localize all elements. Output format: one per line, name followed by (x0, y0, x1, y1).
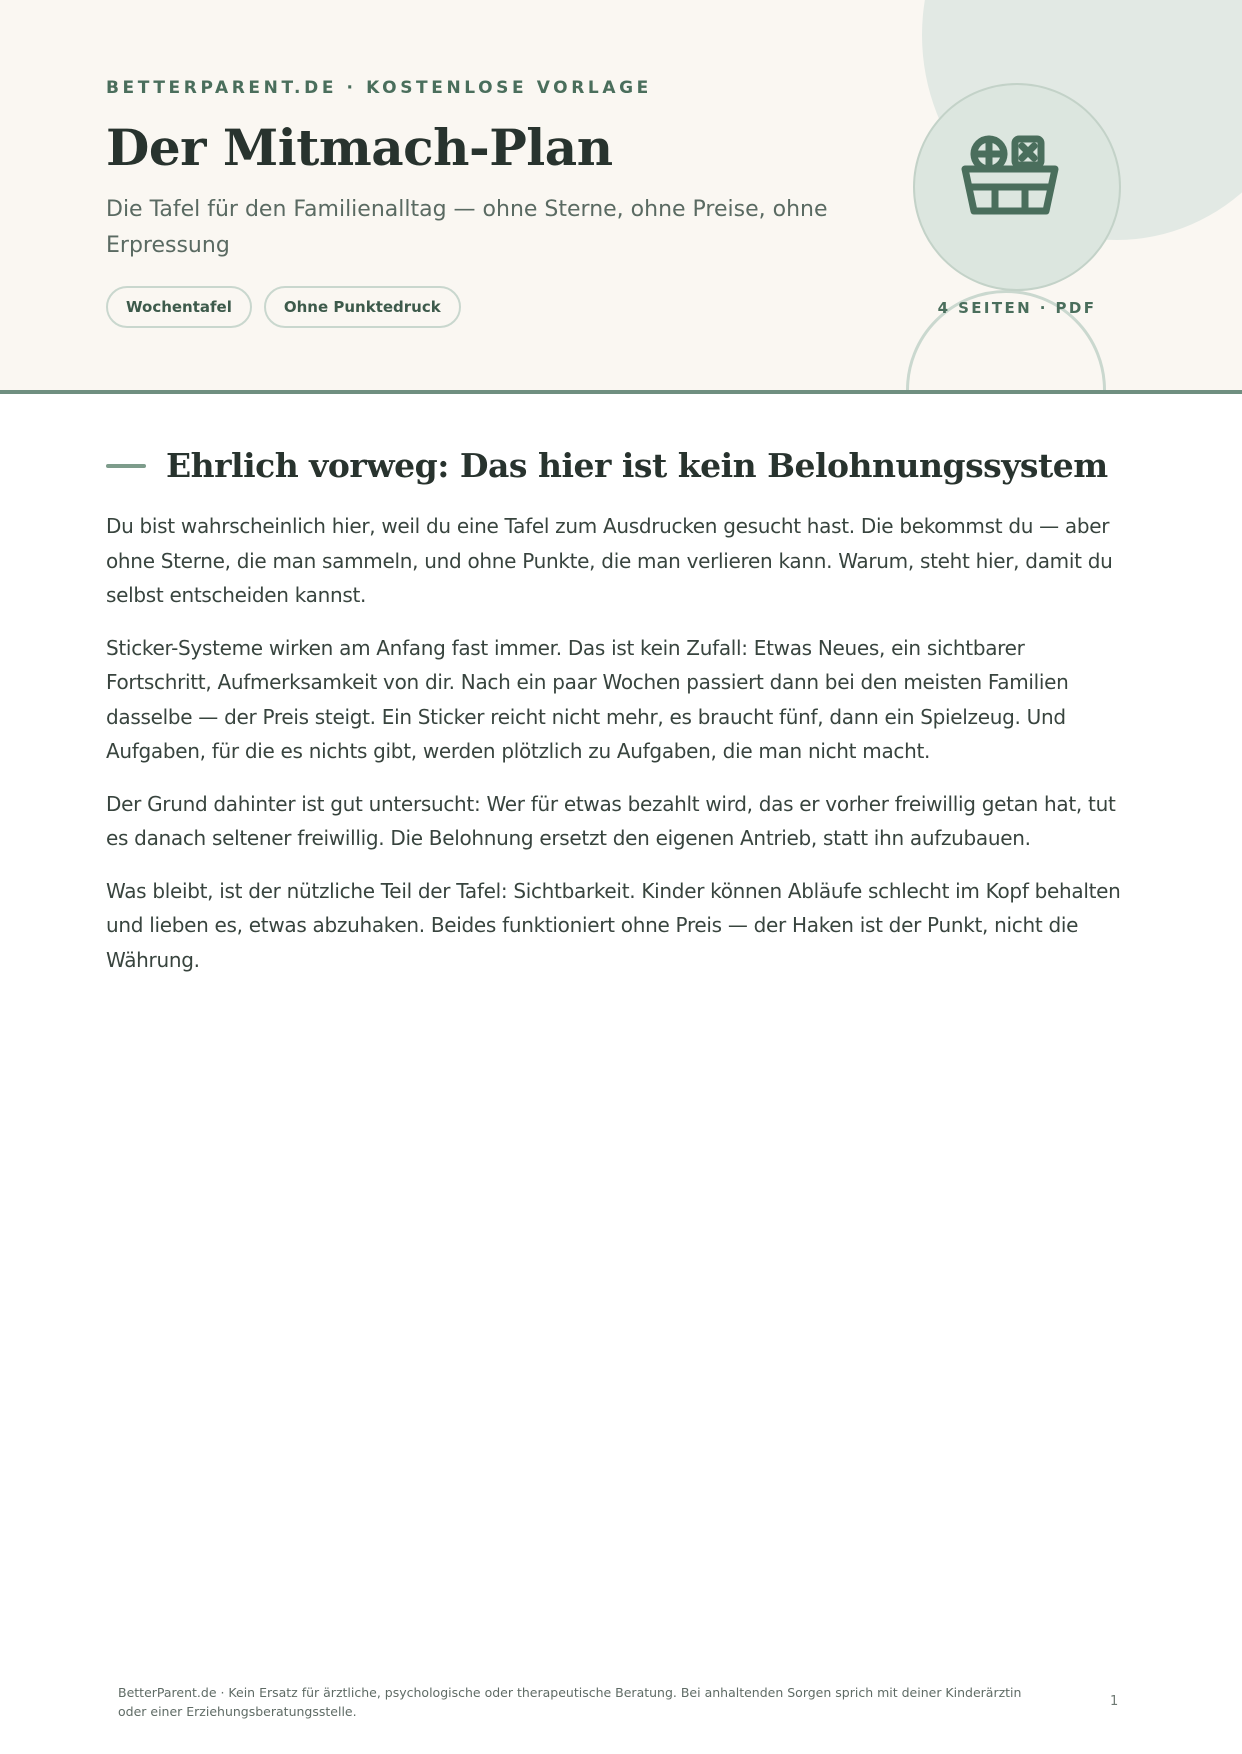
basket-icon (959, 129, 1079, 249)
body-paragraph: Was bleibt, ist der nützliche Teil der Tafel: Sichtbarkeit. Kinder können Abläufe schlecht im Kopf behalten und lieben es, etwas abzuhaken. Beides funktioniert ohne Preis — der Haken ist der Punkt, nicht die Währung. (106, 878, 1121, 972)
header-divider (0, 390, 1242, 394)
page-title: Der Mitmach-Plan (106, 118, 613, 177)
page-number: 1 (1110, 1694, 1119, 1709)
section-body (106, 509, 1136, 995)
icon-badge (913, 83, 1121, 291)
body-paragraph: Sticker-Systeme wirken am Anfang fast immer. Das ist kein Zufall: Etwas Neues, ein sichtbarer Fortschritt, Aufmerksamkeit von dir. Nach ein paar Wochen passiert dann bei den meisten Familien dasselbe — der Preis steigt. Ein Sticker reicht nicht mehr, es braucht fünf, dann ein Spielzeug. Und Aufgaben, für die es nichts gibt, werden plötzlich zu Aufgaben, die man nicht macht. (106, 635, 1069, 763)
page-count-label: 4 SEITEN · PDF (937, 299, 1097, 317)
body-paragraph: Du bist wahrscheinlich hier, weil du eine Tafel zum Ausdrucken gesucht hast. Die bekommst du — aber ohne Sterne, die man sammeln, und ohne Punkte, die man verlieren kann. Warum, steht hier, damit du selbst entscheiden kannst. (106, 514, 1113, 607)
section-heading: Ehrlich vorweg: Das hier ist kein Belohnungssystem (166, 446, 1108, 485)
kicker-label: BETTERPARENT.DE · KOSTENLOSE VORLAGE (106, 78, 652, 98)
body-paragraph: Der Grund dahinter ist gut untersucht: Wer für etwas bezahlt wird, das er vorher freiwillig getan hat, tut es danach seltener freiwillig. Die Belohnung ersetzt den eigenen Antrieb, statt ihn aufzubauen. (106, 791, 1116, 850)
tag-ohne-punktedruck: Ohne Punktedruck (264, 286, 461, 328)
tag-wochentafel: Wochentafel (106, 286, 252, 328)
section-accent-bar (106, 464, 146, 468)
tag-list (106, 286, 461, 328)
page-header (0, 0, 1242, 390)
page-subtitle: Die Tafel für den Familienalltag — ohne Sterne, ohne Preise, ohne Erpressung (106, 197, 828, 258)
footer-disclaimer: BetterParent.de · Kein Ersatz für ärztliche, psychologische oder therapeutische Beratung. Bei anhaltenden Sorgen sprich mit deiner Kinderärztin oder einer Erziehungsberatungsstelle. (118, 1685, 1022, 1719)
